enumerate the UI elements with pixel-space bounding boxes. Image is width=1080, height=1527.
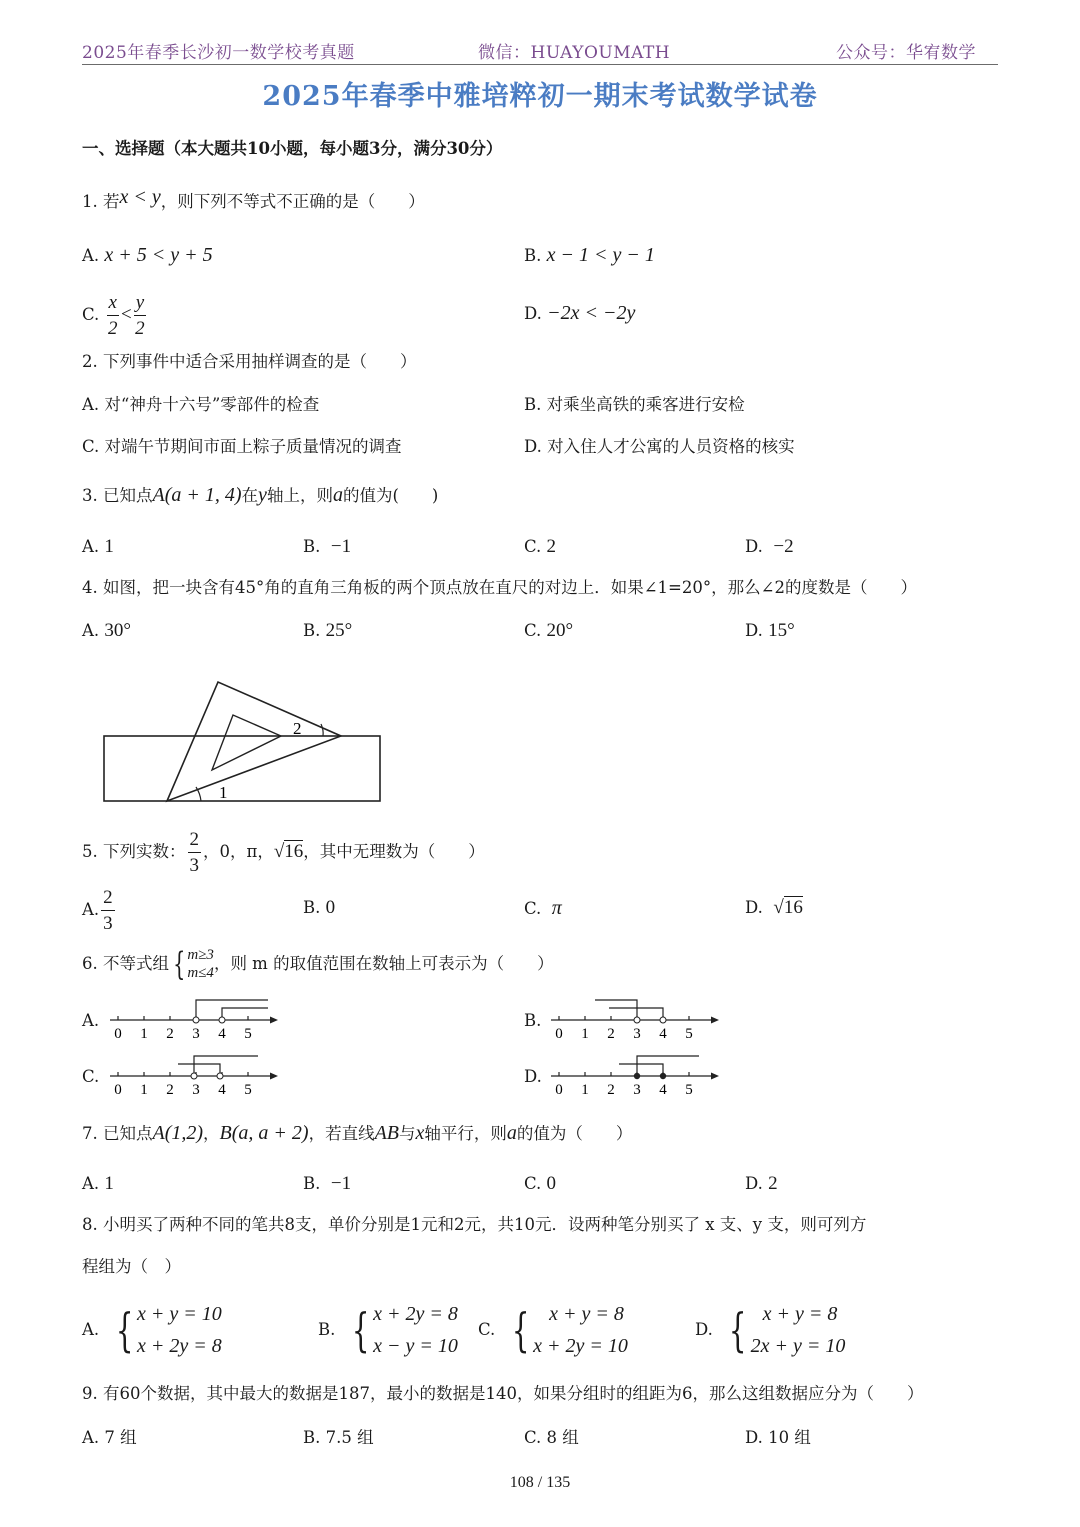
header-left: 2025年春季长沙初一数学校考真题 (82, 43, 355, 63)
q3-option-a[interactable]: A. 1 (82, 536, 114, 557)
axis-tick-label: 4 (218, 1082, 226, 1098)
angle-2-label: 2 (293, 719, 302, 738)
axis-tick-label: 3 (192, 1026, 200, 1042)
q1-b-expr: x − 1 < y − 1 (546, 244, 655, 266)
question-4: 4. 如图，把一块含有45°角的直角三角板的两个顶点放在直尺的对边上．如果∠1=20°，那么∠2的度数是（ ） (82, 578, 917, 597)
q3-option-d[interactable]: D. −2 (745, 536, 794, 557)
q3-option-b[interactable]: B. −1 (303, 536, 352, 557)
ruler (104, 736, 380, 801)
axis-tick-label: 2 (607, 1026, 615, 1042)
option-label: A. (82, 246, 100, 265)
q2-option-a[interactable]: A. 对“神舟十六号”零部件的检查 (82, 395, 320, 414)
axis-tick-label: 5 (685, 1026, 693, 1042)
q6-system: { m≥3 m≤4 (173, 945, 214, 983)
question-7: 7. 已知点A(1,2)，B(a, a + 2)，若直线AB与x轴平行，则a的值为（ ） (82, 1122, 633, 1144)
axis-tick-label: 3 (192, 1082, 200, 1098)
q5-fraction: $\frac{2}{3}$ (189, 828, 199, 876)
set-square-outer (167, 682, 341, 801)
q4-option-d[interactable]: D. 15° (745, 620, 795, 641)
q1-condition: x < y (119, 186, 161, 208)
q8-option-c[interactable]: C. { x + y = 8 x + 2y = 10 (478, 1303, 628, 1357)
q1-option-a[interactable] (82, 244, 213, 267)
axis-tick-label: 4 (659, 1082, 667, 1098)
q6-option-a-label: A. (82, 1011, 100, 1030)
q8-option-b[interactable]: B. { x + 2y = 8 x − y = 10 (318, 1303, 458, 1357)
q7-option-d[interactable]: D. 2 (745, 1173, 778, 1194)
q5-a-fraction: $\frac{2}{3}$ (103, 886, 113, 934)
q6-option-d[interactable] (549, 1050, 724, 1098)
axis-tick-label: 3 (633, 1082, 641, 1098)
q6-option-c-label: C. (82, 1067, 100, 1086)
q4-option-a[interactable]: A. 30° (82, 620, 132, 641)
q2-option-d[interactable]: D. 对入住人才公寓的人员资格的核实 (524, 437, 795, 456)
axis-tick-label: 5 (685, 1082, 693, 1098)
question-9: 9. 有60个数据，其中最大的数据是187，最小的数据是140，如果分组时的组距为6，那么这组数据应分为（ ） (82, 1384, 924, 1403)
option-label: A. (82, 900, 100, 919)
question-1 (82, 186, 425, 213)
option-label: C. (82, 305, 100, 324)
axis-tick-label: 4 (218, 1026, 226, 1042)
ruler-triangle-figure (95, 672, 395, 812)
q1-c-frac-left: $\frac{x}{2}$ (108, 291, 118, 339)
header-center: 微信：HUAYOUMATH (478, 43, 671, 63)
q2-option-c[interactable]: C. 对端午节期间市面上粽子质量情况的调查 (82, 437, 402, 456)
q7-option-a[interactable]: A. 1 (82, 1173, 114, 1194)
axis-tick-label: 0 (114, 1026, 122, 1042)
q7-option-c[interactable]: C. 0 (524, 1173, 557, 1194)
q7-point-a: A(1,2) (152, 1122, 204, 1144)
q4-option-c[interactable]: C. 20° (524, 620, 574, 641)
q9-option-a[interactable]: A. 7 组 (82, 1428, 137, 1447)
q5-option-c[interactable]: C. π (524, 897, 562, 919)
q1-option-c[interactable] (82, 290, 148, 340)
q1-c-frac-right: $\frac{y}{2}$ (135, 291, 145, 339)
question-8-line-2: 程组为（ ） (82, 1257, 181, 1276)
q4-option-b[interactable]: B. 25° (303, 620, 353, 641)
axis-tick-label: 5 (244, 1082, 252, 1098)
axis-tick-label: 1 (140, 1082, 148, 1098)
page-title: 2025年春季中雅培粹初一期末考试数学试卷 (262, 81, 818, 112)
option-label: D. (524, 304, 542, 323)
q2-a-text: 对“神舟十六号”零部件的检查 (104, 395, 320, 414)
q1-pre: 若 (103, 192, 120, 211)
q3-option-c[interactable]: C. 2 (524, 536, 557, 557)
q9-option-d[interactable]: D. 10 组 (745, 1428, 811, 1447)
q5-option-d[interactable]: D. √16 (745, 897, 803, 918)
q1-post: ，则下列不等式不正确的是（ ） (160, 192, 425, 211)
q9-option-b[interactable]: B. 7.5 组 (303, 1428, 374, 1447)
q8-option-d[interactable]: D. { x + y = 8 2x + y = 10 (695, 1303, 846, 1357)
axis-tick-label: 3 (633, 1026, 641, 1042)
q2-c-text: 对端午节期间市面上粽子质量情况的调查 (104, 437, 402, 456)
axis-tick-label: 2 (166, 1082, 174, 1098)
page-number: 108 / 135 (509, 1474, 571, 1491)
question-5: 5. 下列实数： $\frac{2}{3}$ ，0，π， √16 ，其中无理数为（ ） (82, 828, 485, 876)
axis-tick-label: 2 (607, 1082, 615, 1098)
header-rule (82, 64, 998, 65)
axis-tick-label: 0 (114, 1082, 122, 1098)
q6-option-b[interactable] (549, 994, 724, 1042)
q1-c-op: < (120, 304, 132, 325)
q6-option-d-label: D. (524, 1067, 542, 1086)
q2-d-text: 对入住人才公寓的人员资格的核实 (547, 437, 795, 456)
header-right: 公众号：华宥数学 (836, 43, 976, 63)
q7-option-b[interactable]: B. −1 (303, 1173, 352, 1194)
q6-option-a[interactable] (108, 994, 283, 1042)
axis-tick-label: 1 (140, 1026, 148, 1042)
axis-tick-label: 4 (659, 1026, 667, 1042)
q5-option-a[interactable] (82, 884, 117, 936)
axis-tick-label: 1 (581, 1082, 589, 1098)
q1-option-b[interactable] (524, 244, 655, 267)
q1-d-expr: −2x < −2y (547, 302, 636, 324)
axis-tick-label: 1 (581, 1026, 589, 1042)
question-3: 3. 已知点A(a + 1, 4)在y轴上，则a的值为( ) (82, 484, 439, 506)
question-2: 2. 下列事件中适合采用抽样调查的是（ ） (82, 352, 417, 371)
q6-option-c[interactable] (108, 1050, 283, 1098)
option-label: B. (524, 246, 542, 265)
q9-option-c[interactable]: C. 8 组 (524, 1428, 579, 1447)
q6-option-b-label: B. (524, 1011, 542, 1030)
q1-number: 1. (82, 192, 98, 211)
q1-a-expr: x + 5 < y + 5 (104, 244, 213, 266)
section-heading: 一、选择题（本大题共10小题，每小题3分，满分30分） (82, 139, 503, 158)
q8-option-a[interactable]: A. { x + y = 10 x + 2y = 8 (82, 1303, 222, 1357)
q2-option-b[interactable]: B. 对乘坐高铁的乘客进行安检 (524, 395, 745, 414)
q3-point: A(a + 1, 4) (152, 484, 242, 506)
axis-tick-label: 0 (555, 1026, 563, 1042)
angle-2-arc (321, 724, 323, 736)
axis-tick-label: 5 (244, 1026, 252, 1042)
axis-tick-label: 2 (166, 1026, 174, 1042)
angle-1-label: 1 (219, 783, 228, 802)
question-8-line-1: 8. 小明买了两种不同的笔共8支，单价分别是1元和2元，共10元．设两种笔分别买了 x 支、y 支，则可列方 (82, 1215, 867, 1234)
q1-option-d[interactable] (524, 302, 635, 325)
q2-b-text: 对乘坐高铁的乘客进行安检 (546, 395, 745, 414)
q5-sqrt: √16 (273, 841, 304, 862)
q7-point-b: B(a, a + 2) (219, 1122, 309, 1144)
axis-tick-label: 0 (555, 1082, 563, 1098)
q5-option-b[interactable]: B. 0 (303, 897, 336, 918)
question-6: 6. 不等式组 { m≥3 m≤4 ，则 m 的取值范围在数轴上可表示为（ ） (82, 945, 554, 983)
